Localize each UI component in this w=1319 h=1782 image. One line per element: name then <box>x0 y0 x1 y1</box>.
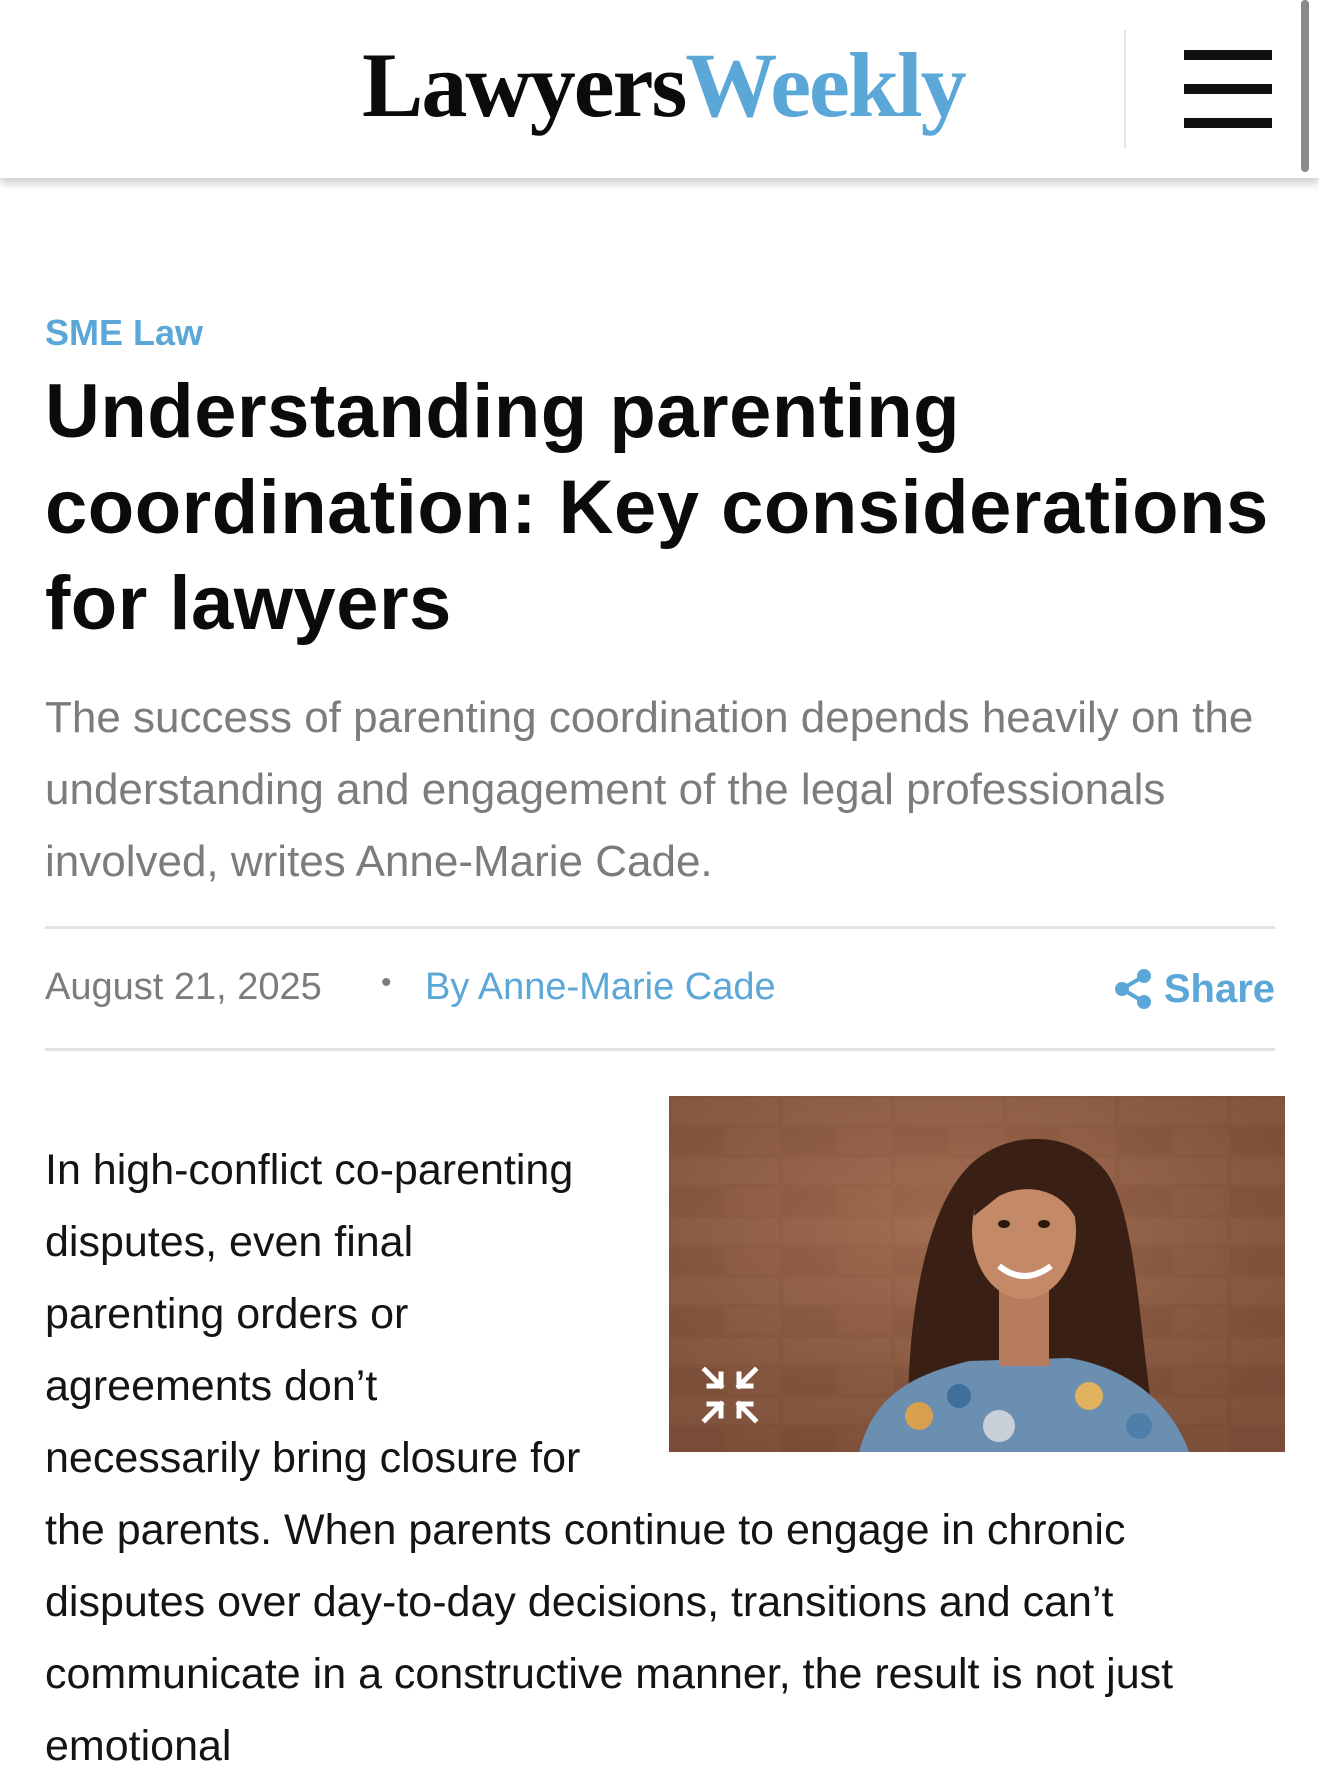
scrollbar-thumb[interactable] <box>1301 0 1309 172</box>
share-label: Share <box>1163 966 1275 1011</box>
collapse-arrows-icon[interactable] <box>699 1364 761 1426</box>
menu-bar <box>1184 50 1272 60</box>
article-meta <box>45 958 1275 1024</box>
menu-bar <box>1184 84 1272 94</box>
logo-weekly: Weekly <box>685 34 965 136</box>
site-header <box>0 0 1319 178</box>
share-icon <box>1114 968 1152 1010</box>
category-link[interactable]: SME Law <box>45 312 204 353</box>
publish-date: August 21, 2025 <box>45 966 322 1008</box>
header-divider <box>1124 30 1126 148</box>
divider <box>45 1048 1275 1051</box>
site-logo[interactable] <box>362 30 965 140</box>
author-photo[interactable] <box>669 1096 1285 1452</box>
hamburger-menu-icon[interactable] <box>1184 50 1272 128</box>
meta-separator: • <box>381 966 392 999</box>
photo-illustration <box>669 1096 1285 1452</box>
divider <box>45 926 1275 929</box>
author-link[interactable]: By Anne-Marie Cade <box>425 966 776 1008</box>
article-standfirst: The success of parenting coordination depends heavily on the understanding and engagement of the legal professionals involved, writes Anne-Marie Cade. <box>45 693 1254 886</box>
share-button[interactable] <box>1114 962 1275 1016</box>
article-title: Understanding parenting coordination: Key considerations for lawyers <box>45 369 1269 646</box>
article-body <box>45 1134 1285 1782</box>
article-paragraph: In high-conflict co-parenting disputes, even final parenting orders or agreements don’t necessarily bring closure for the parents. When parents continue to engage in chronic disputes over day-to-day decisions, transitions and can’t communicate in a constructive manner, the result is not just emotional <box>45 1146 1174 1770</box>
logo-lawyers: Lawyers <box>362 34 686 136</box>
menu-bar <box>1184 118 1272 128</box>
